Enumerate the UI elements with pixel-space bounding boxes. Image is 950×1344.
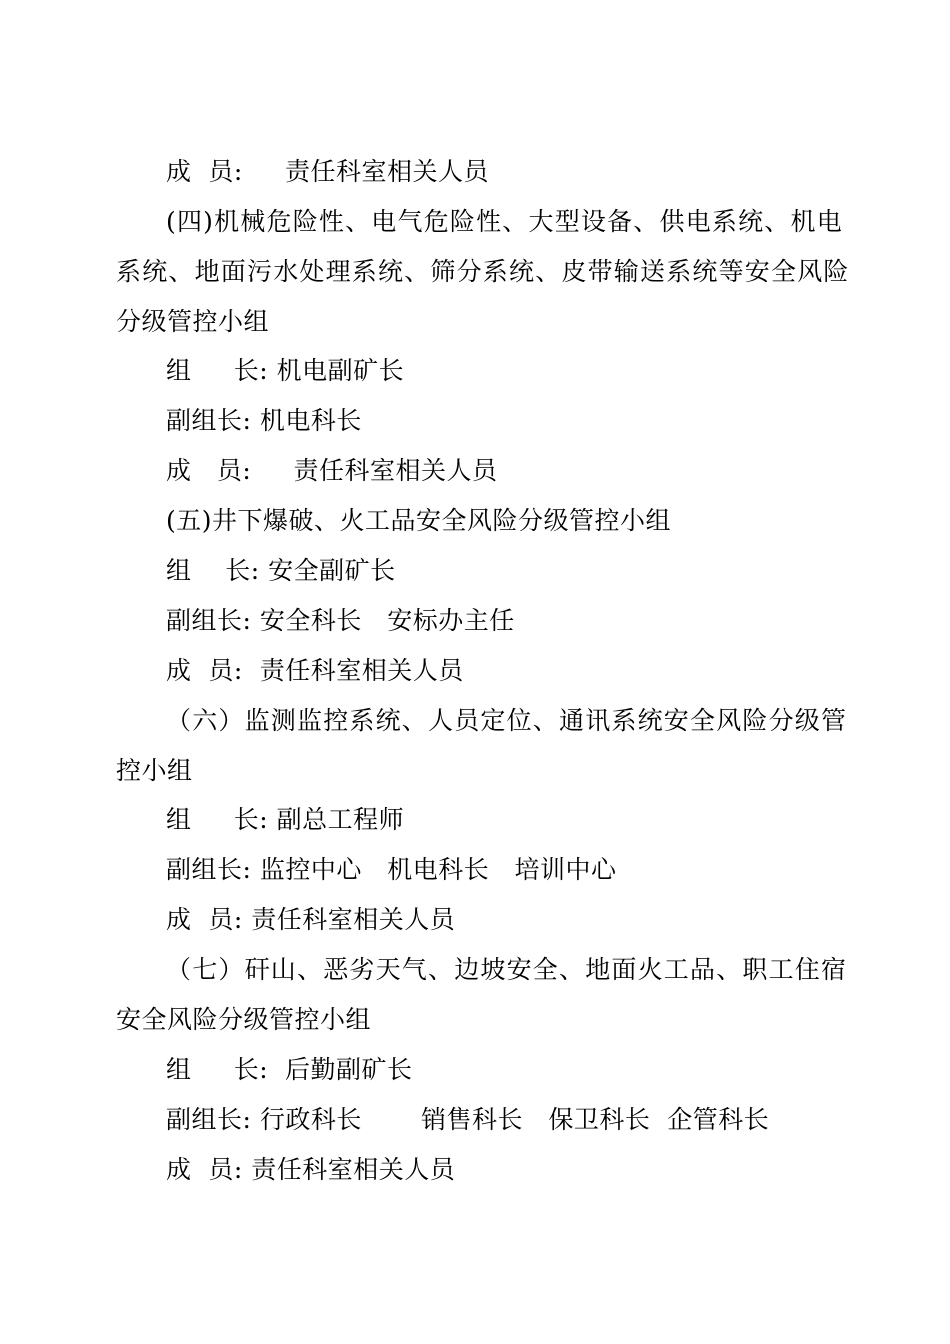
section-heading-4-end: 分级管控小组 xyxy=(116,307,270,336)
section-heading-7: （七）矸山、恶劣天气、边坡安全、地面火工品、职工住宿 xyxy=(166,955,848,984)
text-line-deputy-4: 副组长: 机电科长 xyxy=(166,406,362,435)
section-heading-4-cont: 系统、地面污水处理系统、筛分系统、皮带输送系统等安全风险 xyxy=(116,257,850,286)
text-line-deputy-5: 副组长: 安全科长 安标办主任 xyxy=(166,606,515,635)
text-line-leader-6: 组 长: 副总工程师 xyxy=(166,805,405,834)
text-line-members-6: 成 员: 责任科室相关人员 xyxy=(166,905,456,934)
text-line-leader-4: 组 长: 机电副矿长 xyxy=(166,356,405,385)
section-heading-4: (四)机械危险性、电气危险性、大型设备、供电系统、机电 xyxy=(166,207,843,236)
text-line-members-4: 成 员: 责任科室相关人员 xyxy=(166,456,498,485)
text-line-deputy-6: 副组长: 监控中心 机电科长 培训中心 xyxy=(166,855,617,884)
text-line-leader-5: 组 长: 安全副矿长 xyxy=(166,556,396,585)
text-line-members-7: 成 员: 责任科室相关人员 xyxy=(166,1155,456,1184)
section-heading-6: （六）监测监控系统、人员定位、通讯系统安全风险分级管 xyxy=(166,706,848,735)
text-line-members-5: 成 员: 责任科室相关人员 xyxy=(166,656,464,685)
text-line-leader-7: 组 长: 后勤副矿长 xyxy=(166,1055,413,1084)
text-line-deputy-7: 副组长: 行政科长 销售科长 保卫科长 企管科长 xyxy=(166,1105,770,1134)
section-heading-6-cont: 控小组 xyxy=(116,756,193,785)
text-line-members-1: 成 员: 责任科室相关人员 xyxy=(166,157,490,186)
section-heading-5: (五)井下爆破、火工品安全风险分级管控小组 xyxy=(166,506,672,535)
section-heading-7-cont: 安全风险分级管控小组 xyxy=(116,1005,372,1034)
